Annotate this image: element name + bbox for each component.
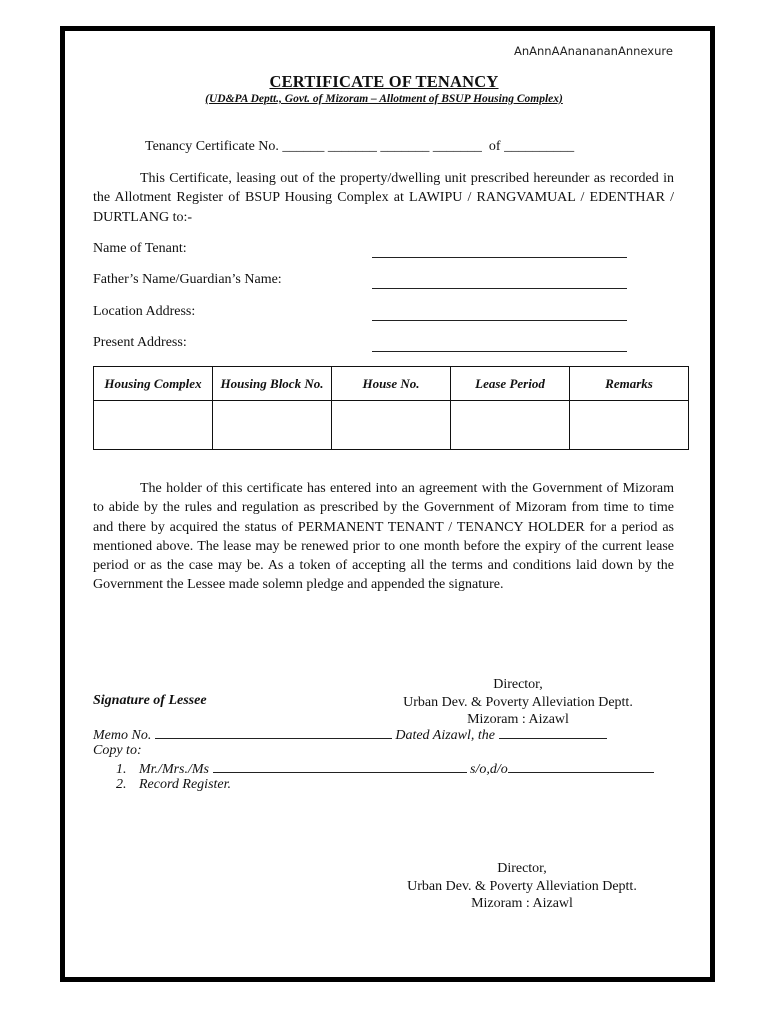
column-header: Housing Complex: [94, 367, 213, 401]
director-title: Director,: [493, 677, 543, 692]
column-header: Remarks: [570, 367, 689, 401]
field-present-address: [93, 335, 628, 355]
agreement-paragraph: [93, 479, 674, 595]
director-signature-block-1: [358, 676, 678, 729]
table-row: [94, 401, 689, 450]
field-location-address: [93, 304, 628, 324]
intro-paragraph-text: This Certificate, leasing out of the property/dwelling unit prescribed hereunder as recorded in the Allotment Register of BSUP Housing Complex at LAWIPU / RANGVAMUAL / EDENTHAR / DURTLANG to:-: [93, 171, 674, 225]
director-location: Mizoram : Aizawl: [467, 712, 569, 727]
annexure-label: AnAnnAAnanananAnnexure: [514, 44, 673, 58]
memo-label: Memo No.: [93, 728, 152, 743]
fathers-name-input-line[interactable]: [372, 288, 627, 289]
copy-item-number: 1.: [116, 762, 127, 777]
relation-label: s/o,d/o: [470, 762, 508, 777]
memo-line: [93, 726, 607, 744]
certificate-number-line: [145, 139, 574, 155]
certificate-of-label: of: [488, 139, 501, 154]
column-header: House No.: [332, 367, 451, 401]
table-cell[interactable]: [332, 401, 451, 450]
table-cell[interactable]: [451, 401, 570, 450]
director-department: Urban Dev. & Poverty Alleviation Deptt.: [403, 694, 633, 710]
relation-name-input-line[interactable]: [508, 760, 654, 773]
field-label: Present Address:: [93, 335, 187, 350]
memo-number-input-line[interactable]: [155, 726, 392, 739]
allotment-table: [93, 366, 689, 450]
field-label: Father’s Name/Guardian’s Name:: [93, 272, 282, 287]
column-header: Housing Block No.: [213, 367, 332, 401]
present-address-input-line[interactable]: [372, 351, 627, 352]
field-name-of-tenant: [93, 241, 628, 261]
table-cell[interactable]: [570, 401, 689, 450]
intro-paragraph: [93, 169, 674, 227]
certificate-number-blanks[interactable]: ______ _______ _______ _______: [282, 139, 482, 154]
field-fathers-name: [93, 272, 628, 292]
table-header-row: [94, 367, 689, 401]
table-cell[interactable]: [213, 401, 332, 450]
certificate-number-label: Tenancy Certificate No.: [145, 139, 279, 154]
table-cell[interactable]: [94, 401, 213, 450]
signature-of-lessee-label: Signature of Lessee: [93, 693, 207, 708]
column-header: Lease Period: [451, 367, 570, 401]
director-signature-block-2: [362, 860, 682, 913]
recipient-name-input-line[interactable]: [213, 760, 467, 773]
copy-item-label: Record Register.: [139, 777, 232, 792]
copy-to-label: Copy to:: [93, 743, 142, 758]
field-label: Location Address:: [93, 304, 196, 319]
dated-label: Dated Aizawl, the: [395, 728, 496, 743]
copy-item-number: 2.: [116, 777, 127, 792]
director-department: Urban Dev. & Poverty Alleviation Deptt.: [407, 878, 637, 894]
location-address-input-line[interactable]: [372, 320, 627, 321]
director-location: Mizoram : Aizawl: [471, 896, 573, 911]
certificate-of-blank[interactable]: __________: [504, 139, 575, 154]
field-label: Name of Tenant:: [93, 241, 187, 256]
copy-item-1: [116, 760, 654, 778]
agreement-paragraph-text: The holder of this certificate has entered into an agreement with the Government of Mizoram to abide by the rules and regulation as prescribed by the Government of Mizoram from time to time and there by acquired the status of PERMANENT TENANT / TENANCY HOLDER for a period as mentioned above. The lease may be renewed prior to one month before the expiry of the current lease period or as the case may be. As a token of accepting all the terms and conditions laid down by the Government the Lessee made solemn pledge and appended the signature.: [93, 481, 674, 593]
date-input-line[interactable]: [499, 726, 607, 739]
name-of-tenant-input-line[interactable]: [372, 257, 627, 258]
director-title: Director,: [497, 861, 547, 876]
copy-item-label: Mr./Mrs./Ms: [139, 762, 210, 777]
document-subtitle: (UD&PA Deptt., Govt. of Mizoram – Allotment of BSUP Housing Complex): [205, 93, 563, 105]
copy-item-2: [116, 777, 231, 793]
document-title: CERTIFICATE OF TENANCY: [269, 72, 499, 91]
